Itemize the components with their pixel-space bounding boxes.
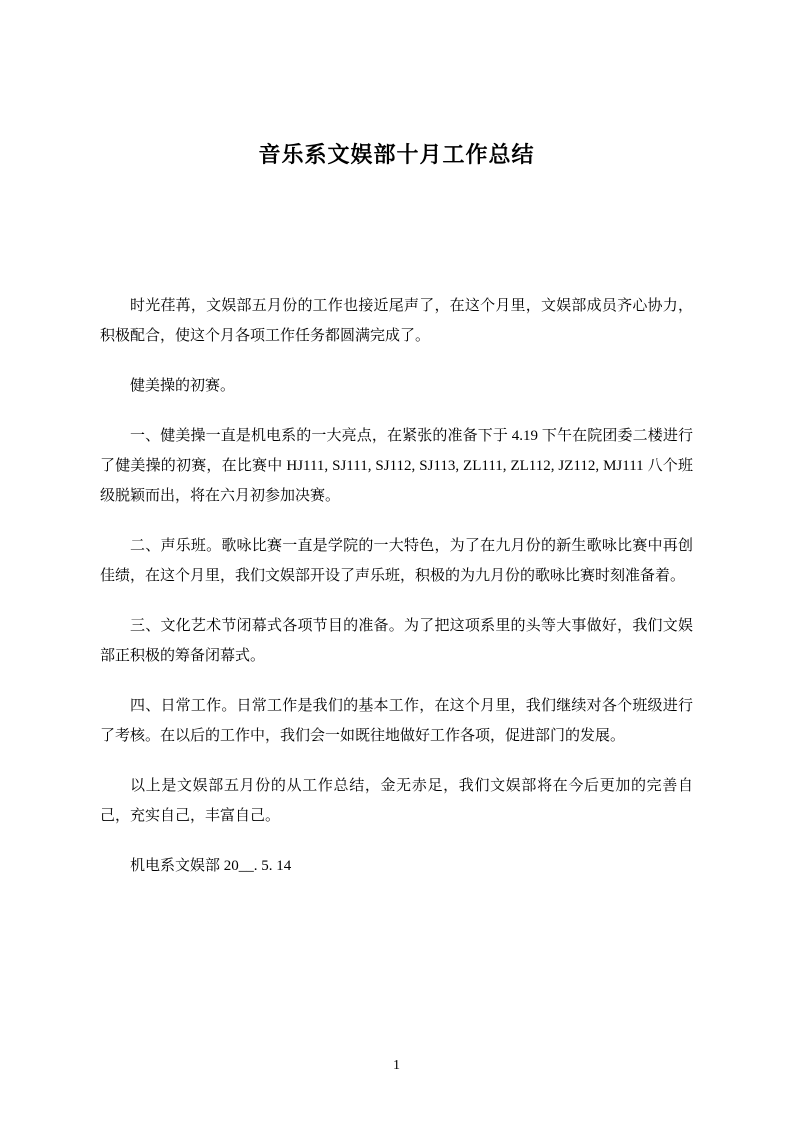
- paragraph-item-2: 二、声乐班。歌咏比赛一直是学院的一大特色，为了在九月份的新生歌咏比赛中再创佳绩，在这个月里，我们文娱部开设了声乐班，积极的为九月份的歌咏比赛时刻准备着。: [100, 538, 693, 584]
- paragraph-item-3: 三、文化艺术节闭幕式各项节目的准备。为了把这项系里的头等大事做好，我们文娱部正积极的筹备闭幕式。: [100, 618, 693, 664]
- page-number: 1: [393, 1058, 400, 1073]
- document-body: [100, 291, 693, 881]
- paragraph-item-1: 一、健美操一直是机电系的一大亮点，在紧张的准备下于 4.19 下午在院团委二楼进行了健美操的初赛，在比赛中 HJ111, SJ111, SJ112, SJ113, ZL111, ZL112, JZ112, MJ111 八个班级脱颖而出，将在六月初参加决赛。: [100, 428, 693, 504]
- paragraph-intro: 时光荏苒，文娱部五月份的工作也接近尾声了，在这个月里，文娱部成员齐心协力，积极配合，使这个月各项工作任务都圆满完成了。: [100, 298, 693, 344]
- paragraph-signature: 机电系文娱部 20__. 5. 14: [130, 858, 292, 874]
- paragraph-item-4: 四、日常工作。日常工作是我们的基本工作，在这个月里，我们继续对各个班级进行了考核。在以后的工作中，我们会一如既往地做好工作各项，促进部门的发展。: [100, 698, 693, 744]
- paragraph-closing: 以上是文娱部五月份的从工作总结，金无赤足，我们文娱部将在今后更加的完善自己，充实自己，丰富自己。: [100, 778, 693, 824]
- paragraph-subheading: 健美操的初赛。: [130, 378, 236, 394]
- document-title: 音乐系文娱部十月工作总结: [258, 142, 535, 167]
